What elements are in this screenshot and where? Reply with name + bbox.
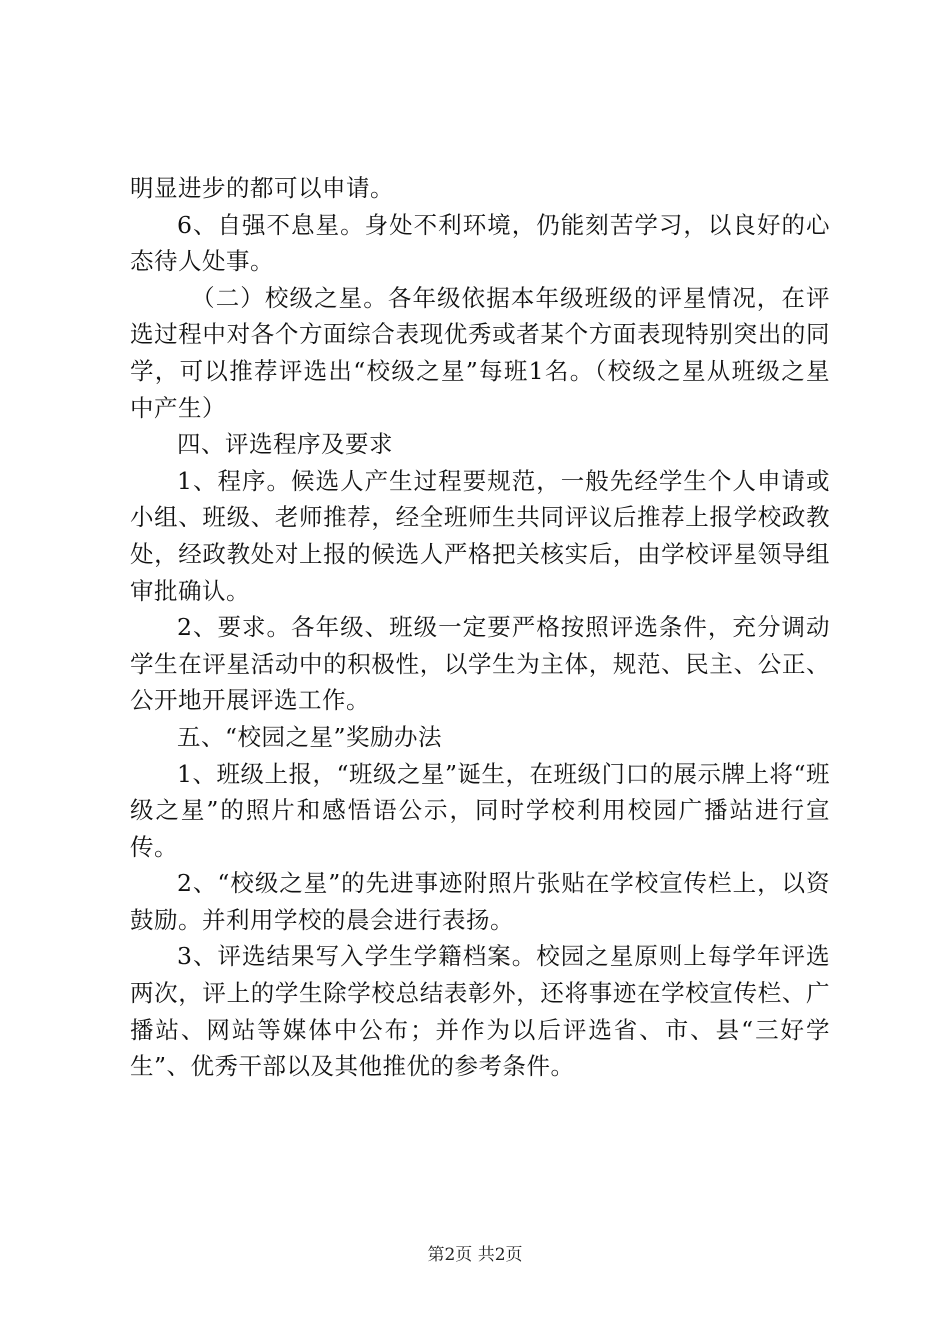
paragraph-continuation: 明显进步的都可以申请。: [130, 174, 394, 202]
document-body: [130, 170, 830, 1085]
paragraph-procedure: 1、程序。候选人产生过程要规范，一般先经学生个人申请或小组、班级、老师推荐，经全班师生共同评议后推荐上报学校政教处，经政教处对上报的候选人严格把关核实后，由学校评星领导组审批确认。: [130, 466, 830, 605]
paragraph-reward-class-report: 1、班级上报，“班级之星”诞生，在班级门口的展示牌上将“班级之星”的照片和感悟语公示，同时学校利用校园广播站进行宣传。: [130, 759, 830, 861]
paragraph-self-improvement-star: 6、自强不息星。身处不利环境，仍能刻苦学习，以良好的心态待人处事。: [130, 210, 830, 276]
paragraph-school-level-star: （二）校级之星。各年级依据本年级班级的评星情况，在评选过程中对各个方面综合表现优秀或者某个方面表现特别突出的同学，可以推荐评选出“校级之星”每班1名。（校级之星从班级之星中产生）: [130, 283, 830, 422]
section-heading-selection-procedure: 四、评选程序及要求: [177, 430, 393, 459]
section-heading-reward-methods: 五、“校园之星”奖励办法: [177, 722, 443, 751]
paragraph-reward-school-star: 2、“校级之星”的先进事迹附照片张贴在学校宣传栏上，以资鼓励。并利用学校的晨会进行表扬。: [130, 869, 830, 934]
paragraph-reward-records: 3、评选结果写入学生学籍档案。校园之星原则上每学年评选两次，评上的学生除学校总结表彰外，还将事迹在学校宣传栏、广播站、网站等媒体中公布；并作为以后评选省、市、县“三好学生”、优秀干部以及其他推优的参考条件。: [130, 942, 830, 1081]
page-number-footer: 第2页 共2页: [427, 1245, 523, 1265]
paragraph-requirements: 2、要求。各年级、班级一定要严格按照评选条件，充分调动学生在评星活动中的积极性，以学生为主体，规范、民主、公正、公开地开展评选工作。: [130, 613, 830, 715]
